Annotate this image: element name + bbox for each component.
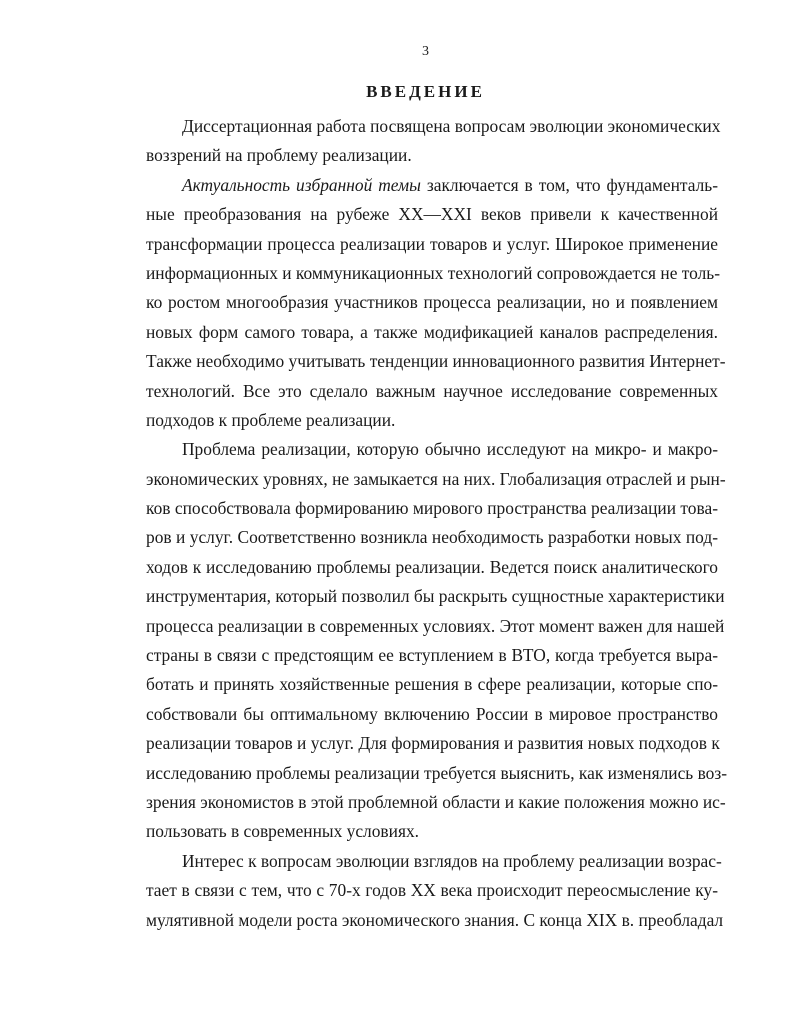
- paragraph: [146, 171, 726, 436]
- text-line: пользовать в современных условиях.: [146, 821, 419, 842]
- text-line: ботать и принять хозяйственные решения в сфере реализации, которые спо-: [146, 674, 718, 695]
- text-line: ные преобразования на рубеже XX—XXI веков привели к качественной: [146, 204, 718, 225]
- text-line: технологий. Все это сделало важным научное исследование современных: [146, 380, 718, 401]
- text-line: ходов к исследованию проблемы реализации. Ведется поиск аналитического: [146, 556, 718, 577]
- text-line: инструментария, который позволил бы раскрыть сущностные характеристики: [146, 586, 725, 607]
- text-line: исследованию проблемы реализации требуется выяснить, как изменялись воз-: [146, 762, 728, 783]
- text-line: подходов к проблеме реализации.: [146, 409, 396, 430]
- section-heading: ВВЕДЕНИЕ: [366, 82, 485, 101]
- text-line: мулятивной модели роста экономического знания. С конца XIX в. преобладал: [146, 909, 724, 930]
- text-line: ров и услуг. Соответственно возникла необходимость разработки новых под-: [146, 527, 718, 548]
- text-line: реализации товаров и услуг. Для формирования и развития новых подходов к: [146, 733, 720, 754]
- text-line: собствовали бы оптимальному включению России в мировое пространство: [146, 703, 718, 724]
- text-line: новых форм самого товара, а также модификацией каналов распределения.: [146, 321, 718, 342]
- text-line: Также необходимо учитывать тенденции инновационного развития Интернет-: [146, 351, 726, 372]
- paragraph: [146, 112, 721, 171]
- text-line: Интерес к вопросам эволюции взглядов на проблему реализации возрас-: [182, 850, 722, 871]
- text-line: ков способствовала формированию мирового пространства реализации това-: [146, 498, 718, 519]
- text-line: воззрений на проблему реализации.: [146, 145, 412, 166]
- text-line: ко ростом многообразия участников процесса реализации, но и появлением: [146, 292, 718, 313]
- text-line: зрения экономистов в этой проблемной области и какие положения можно ис-: [146, 791, 726, 812]
- text-line: трансформации процесса реализации товаров и услуг. Широкое применение: [146, 233, 718, 254]
- paragraph: [146, 847, 724, 935]
- text-line: Проблема реализации, которую обычно исследуют на микро- и макро-: [182, 439, 718, 460]
- line-text: заключается в том, что фундаменталь-: [420, 174, 718, 195]
- italic-phrase: Актуальность избранной темы: [182, 174, 421, 195]
- text-line: [146, 171, 718, 200]
- text-line: страны в связи с предстоящим ее вступлением в ВТО, когда требуется выра-: [146, 645, 718, 666]
- page-number: 3: [422, 44, 429, 59]
- text-line: процесса реализации в современных условиях. Этот момент важен для нашей: [146, 615, 725, 636]
- body-text: [146, 112, 728, 935]
- text-line: тает в связи с тем, что с 70-х годов XX века происходит переосмысление ку-: [146, 880, 718, 901]
- text-line: Диссертационная работа посвящена вопросам эволюции экономических: [182, 116, 721, 136]
- paragraph: [146, 435, 728, 846]
- text-line: экономических уровнях, не замыкается на них. Глобализация отраслей и рын-: [146, 468, 726, 489]
- text-line: информационных и коммуникационных технологий сопровождается не толь-: [146, 262, 720, 283]
